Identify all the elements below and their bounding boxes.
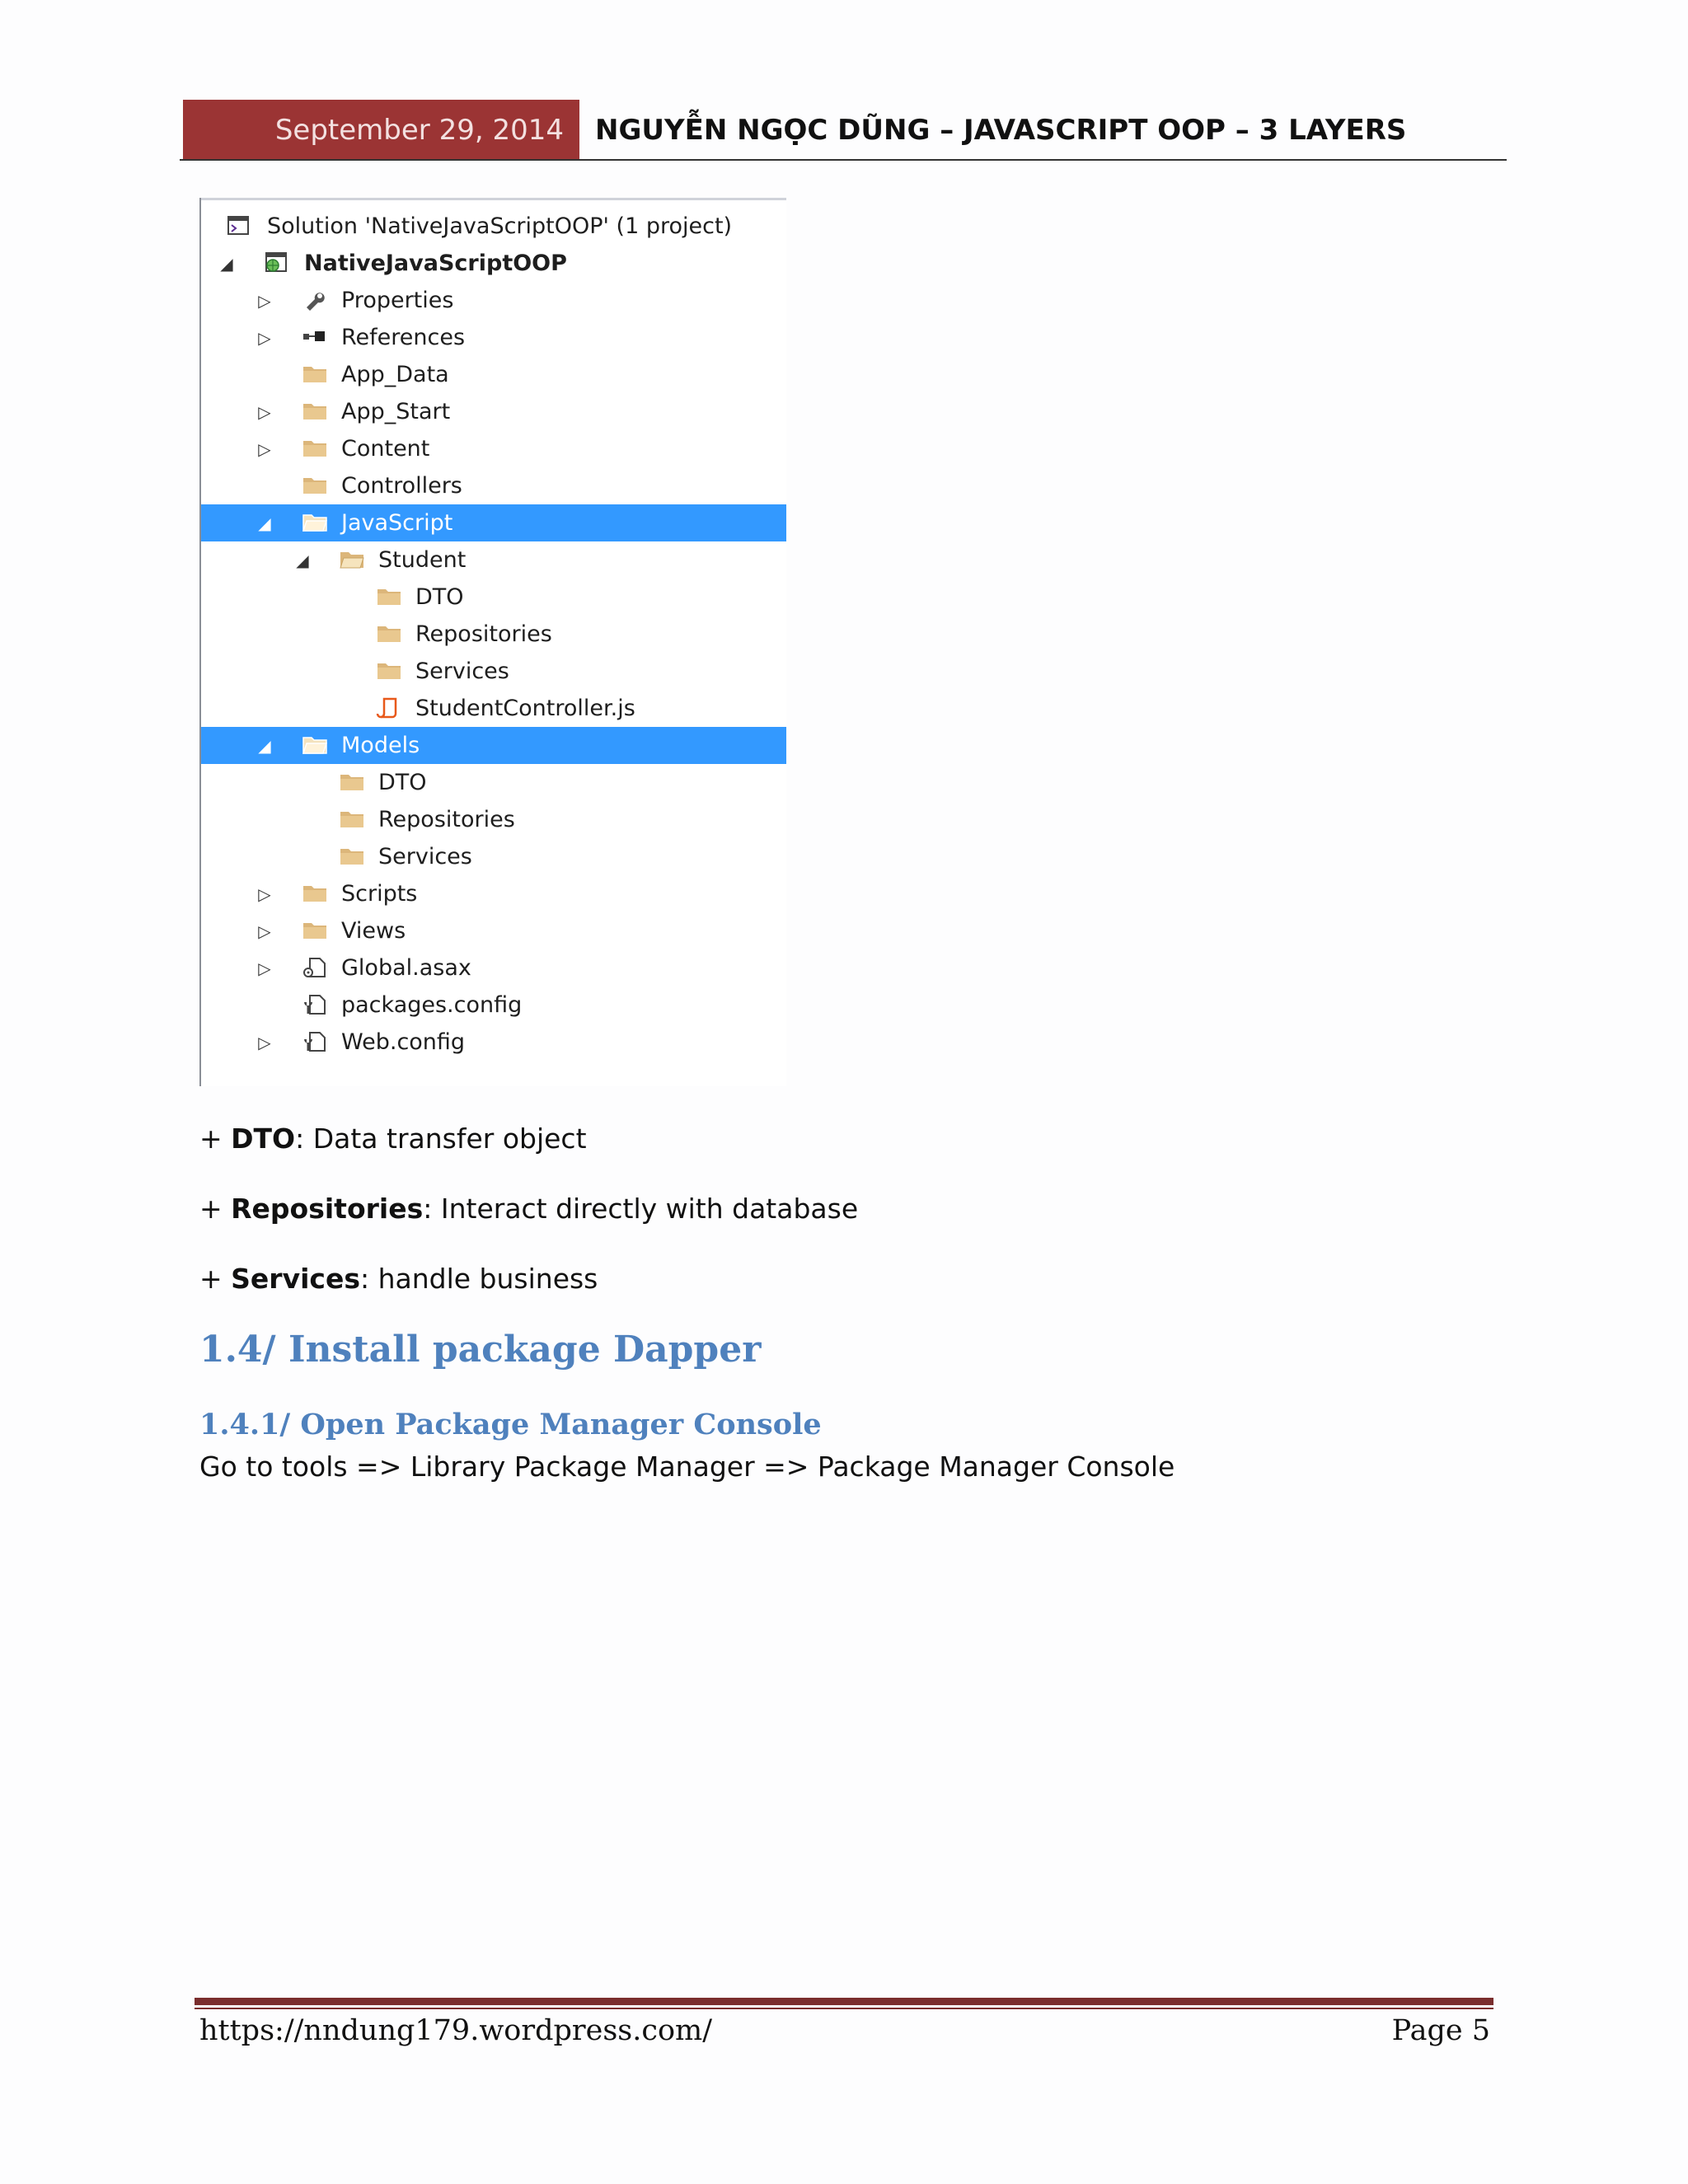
- tree-item-student-dto[interactable]: [201, 579, 786, 616]
- header-title: NGUYỄN NGỌC DŨNG – JAVASCRIPT OOP – 3 LAYERS: [595, 113, 1407, 147]
- tree-item-models-repositories[interactable]: [201, 801, 786, 838]
- folder-icon: [302, 363, 328, 385]
- wrench-icon: [302, 289, 328, 311]
- tree-item-label: Content: [341, 436, 430, 462]
- folder-icon: [302, 438, 328, 459]
- bullet-prefix: +: [199, 1193, 232, 1225]
- bullet-prefix: +: [199, 1263, 232, 1295]
- bullet-repositories: [199, 1193, 858, 1225]
- collapsed-arrow-icon[interactable]: ▷: [258, 958, 271, 978]
- bullet-term: DTO: [231, 1122, 296, 1155]
- footer-divider: [195, 1998, 1493, 2005]
- tree-item-label: Models: [341, 733, 420, 758]
- bullet-prefix: +: [199, 1122, 232, 1155]
- tree-item-label: Student: [378, 547, 467, 573]
- header-divider: [180, 159, 1507, 161]
- subsection-heading: 1.4.1/ Open Package Manager Console: [199, 1408, 822, 1441]
- tree-item-app-data[interactable]: [201, 356, 786, 393]
- body-text: Go to tools => Library Package Manager => Package Manager Console: [199, 1451, 1175, 1483]
- tree-item-label: Services: [378, 844, 472, 869]
- tree-item-label: References: [341, 325, 466, 350]
- bullet-text: : Interact directly with database: [423, 1193, 859, 1225]
- tree-item-label: Properties: [341, 288, 454, 313]
- tree-item-label: JavaScript: [341, 510, 453, 536]
- collapsed-arrow-icon[interactable]: ▷: [258, 290, 271, 311]
- expanded-arrow-icon[interactable]: ◢: [258, 735, 271, 756]
- tree-item-scripts[interactable]: [201, 875, 786, 912]
- tree-item-label: App_Start: [341, 399, 451, 424]
- bullet-term: Services: [231, 1263, 360, 1295]
- expanded-arrow-icon[interactable]: ◢: [220, 253, 233, 274]
- page-number: Page 5: [1391, 2014, 1490, 2047]
- tree-item-content[interactable]: [201, 430, 786, 467]
- tree-item-label: Views: [341, 918, 406, 944]
- folder-icon: [376, 623, 402, 644]
- references-icon: [302, 326, 328, 348]
- folder-icon: [302, 920, 328, 941]
- open-folder-icon: [339, 549, 365, 570]
- bullet-term: Repositories: [231, 1193, 424, 1225]
- expanded-arrow-icon[interactable]: ◢: [296, 550, 309, 570]
- tree-item-web-config[interactable]: [201, 1024, 786, 1061]
- web-project-icon: [263, 252, 289, 274]
- folder-icon: [376, 660, 402, 682]
- tree-item-label: Web.config: [341, 1029, 466, 1055]
- config-file-icon: [302, 994, 328, 1015]
- folder-icon: [376, 586, 402, 607]
- bullet-services: [199, 1263, 598, 1295]
- solution-icon: [226, 215, 252, 237]
- footer-url: https://nndung179.wordpress.com/: [199, 2014, 713, 2047]
- tree-item-label: Repositories: [415, 621, 552, 647]
- footer-divider-thin: [195, 2008, 1493, 2009]
- tree-item-label: Controllers: [341, 473, 462, 499]
- gear-file-icon: [302, 957, 328, 978]
- collapsed-arrow-icon[interactable]: ▷: [258, 883, 271, 904]
- tree-item-project[interactable]: [201, 245, 786, 282]
- tree-item-label: Repositories: [378, 807, 515, 832]
- tree-item-app-start[interactable]: [201, 393, 786, 430]
- tree-item-label: DTO: [415, 584, 464, 610]
- collapsed-arrow-icon[interactable]: ▷: [258, 1032, 271, 1052]
- tree-item-student-repositories[interactable]: [201, 616, 786, 653]
- tree-item-label: App_Data: [341, 362, 449, 387]
- bullet-dto: [199, 1122, 587, 1155]
- tree-item-models[interactable]: [201, 727, 786, 764]
- tree-item-models-services[interactable]: [201, 838, 786, 875]
- tree-item-views[interactable]: [201, 912, 786, 949]
- tree-item-label: Scripts: [341, 881, 418, 907]
- js-file-icon: [376, 697, 402, 719]
- tree-item-controllers[interactable]: [201, 467, 786, 504]
- tree-item-student-controller-js[interactable]: [201, 690, 786, 727]
- folder-icon: [339, 808, 365, 830]
- tree-item-label: packages.config: [341, 992, 523, 1018]
- collapsed-arrow-icon[interactable]: ▷: [258, 438, 271, 459]
- folder-icon: [339, 846, 365, 867]
- tree-item-packages-config[interactable]: [201, 987, 786, 1024]
- tree-item-label: StudentController.js: [415, 696, 635, 721]
- tree-item-solution[interactable]: [201, 208, 786, 245]
- tree-item-student-services[interactable]: [201, 653, 786, 690]
- folder-icon: [302, 401, 328, 422]
- bullet-text: : Data transfer object: [295, 1122, 587, 1155]
- expanded-arrow-icon[interactable]: ◢: [258, 513, 271, 533]
- tree-item-references[interactable]: [201, 319, 786, 356]
- tree-item-label: NativeJavaScriptOOP: [304, 251, 567, 276]
- tree-item-label: Solution 'NativeJavaScriptOOP' (1 project): [267, 213, 733, 239]
- collapsed-arrow-icon[interactable]: ▷: [258, 921, 271, 941]
- open-folder-icon: [302, 512, 328, 533]
- tree-item-student[interactable]: [201, 541, 786, 579]
- solution-explorer: [199, 198, 786, 1086]
- header-date: September 29, 2014: [183, 100, 579, 160]
- folder-icon: [339, 771, 365, 793]
- bullet-text: : handle business: [359, 1263, 598, 1295]
- tree-item-label: Services: [415, 658, 509, 684]
- config-file-icon: [302, 1031, 328, 1052]
- folder-icon: [302, 475, 328, 496]
- open-folder-icon: [302, 734, 328, 756]
- tree-item-models-dto[interactable]: [201, 764, 786, 801]
- section-heading: 1.4/ Install package Dapper: [199, 1329, 762, 1371]
- tree-item-properties[interactable]: [201, 282, 786, 319]
- tree-item-label: Global.asax: [341, 955, 471, 981]
- collapsed-arrow-icon[interactable]: ▷: [258, 401, 271, 422]
- collapsed-arrow-icon[interactable]: ▷: [258, 327, 271, 348]
- tree-item-global-asax[interactable]: [201, 949, 786, 987]
- tree-item-javascript[interactable]: [201, 504, 786, 541]
- tree-item-label: DTO: [378, 770, 427, 795]
- explorer-top-border: [199, 198, 786, 200]
- folder-icon: [302, 883, 328, 904]
